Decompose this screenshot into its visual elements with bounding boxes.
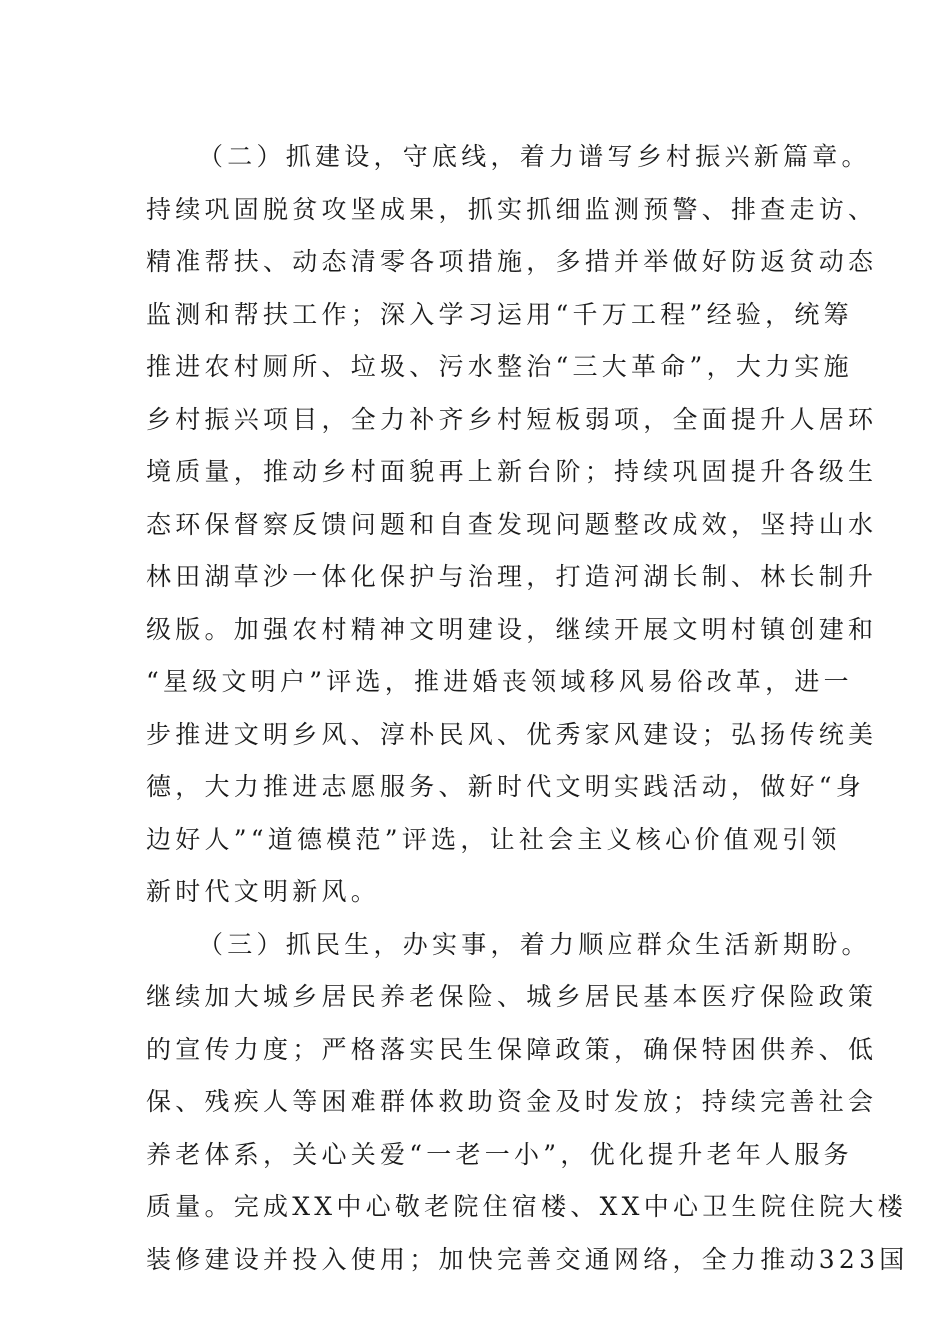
text-line: 的宣传力度；严格落实民生保障政策，确保特困供养、低 (146, 1034, 878, 1064)
text-line: 继续加大城乡居民养老保险、城乡居民基本医疗保险政策 (146, 982, 878, 1011)
text-line: （二）抓建设，守底线，着力谱写乡村振兴新篇章。 (198, 142, 871, 171)
text-line: 监测和帮扶工作；深入学习运用“千万工程”经验，统筹 (146, 299, 853, 329)
text-line: 德，大力推进志愿服务、新时代文明实践活动，做好“身 (146, 772, 866, 801)
text-line: 境质量，推动乡村面貌再上新台阶；持续巩固提升各级生 (146, 457, 878, 486)
text-line: 态环保督察反馈问题和自查发现问题整改成效，坚持山水 (146, 509, 878, 539)
text-line: 精准帮扶、动态清零各项措施，多措并举做好防返贫动态 (146, 247, 878, 276)
text-line: 新时代文明新风。 (146, 877, 381, 906)
text-line: 持续巩固脱贫攻坚成果，抓实抓细监测预警、排查走访、 (146, 194, 878, 224)
text-line: 装修建设并投入使用；加快完善交通网络，全力推动323国 (146, 1244, 909, 1274)
text-line: 养老体系，关心关爱“一老一小”，优化提升老年人服务 (146, 1139, 853, 1169)
document-body (146, 131, 909, 1286)
text-line: 乡村振兴项目，全力补齐乡村短板弱项，全面提升人居环 (146, 404, 878, 434)
text-line: 林田湖草沙一体化保护与治理，打造河湖长制、林长制升 (146, 562, 878, 591)
text-line: 推进农村厕所、垃圾、污水整治“三大革命”，大力实施 (146, 352, 853, 381)
text-line: 保、残疾人等困难群体救助资金及时发放；持续完善社会 (146, 1087, 878, 1116)
text-line: “星级文明户”评选，推进婚丧领域移风易俗改革，进一 (146, 667, 853, 696)
text-line: 级版。加强农村精神文明建设，继续开展文明村镇创建和 (146, 614, 878, 644)
text-line: 步推进文明乡风、淳朴民风、优秀家风建设；弘扬传统美 (146, 719, 878, 749)
text-line: 边好人”“道德模范”评选，让社会主义核心价值观引领 (146, 824, 841, 854)
text-line: （三）抓民生，办实事，着力顺应群众生活新期盼。 (198, 929, 871, 959)
text-line: 质量。完成XX中心敬老院住宿楼、XX中心卫生院住院大楼 (146, 1192, 907, 1221)
